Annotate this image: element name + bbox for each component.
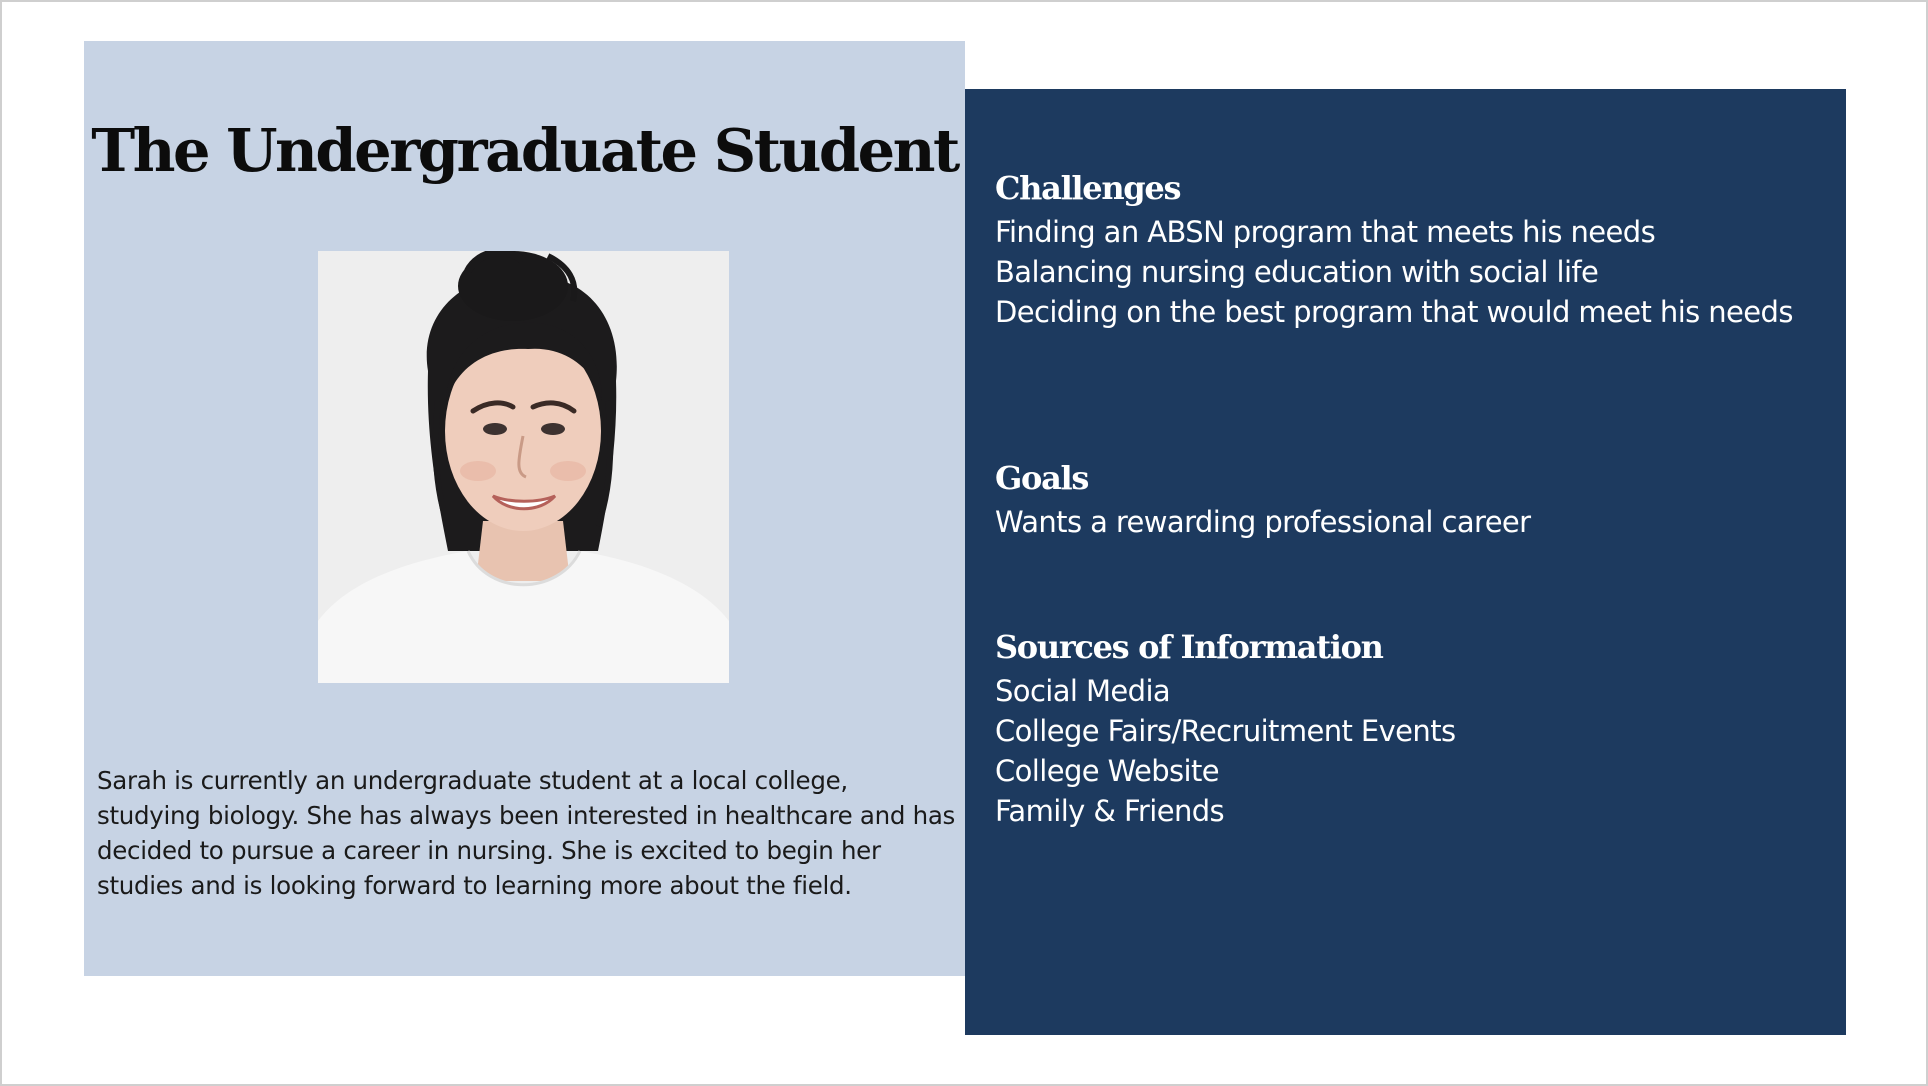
challenges-list bbox=[995, 212, 1835, 332]
sources-list bbox=[995, 671, 1835, 831]
goals-heading: Goals bbox=[995, 459, 1089, 497]
list-item: Deciding on the best program that would meet his needs bbox=[995, 295, 1793, 329]
list-item: College Website bbox=[995, 754, 1220, 788]
sources-section bbox=[995, 627, 1835, 831]
list-item: Wants a rewarding professional career bbox=[995, 505, 1531, 539]
student-portrait bbox=[318, 251, 729, 683]
goals-section bbox=[995, 458, 1835, 542]
sources-heading: Sources of Information bbox=[995, 628, 1383, 666]
student-bio: Sarah is currently an undergraduate student at a local college, studying biology. She has always been interested in healthcare and has decided to pursue a career in nursing. She is excited to begin her studies and is looking forward to learning more about the field. bbox=[97, 766, 956, 900]
details-panel bbox=[965, 89, 1846, 1035]
goals-list bbox=[995, 502, 1835, 542]
list-item: Finding an ABSN program that meets his needs bbox=[995, 215, 1656, 249]
list-item: Social Media bbox=[995, 674, 1171, 708]
list-item: College Fairs/Recruitment Events bbox=[995, 714, 1456, 748]
portrait-illustration bbox=[318, 251, 729, 683]
list-item: Family & Friends bbox=[995, 794, 1225, 828]
profile-panel bbox=[84, 41, 965, 976]
slide-title: The Undergraduate Student bbox=[91, 116, 958, 185]
list-item: Balancing nursing education with social life bbox=[995, 255, 1599, 289]
challenges-section bbox=[995, 168, 1835, 332]
challenges-heading: Challenges bbox=[995, 169, 1181, 207]
